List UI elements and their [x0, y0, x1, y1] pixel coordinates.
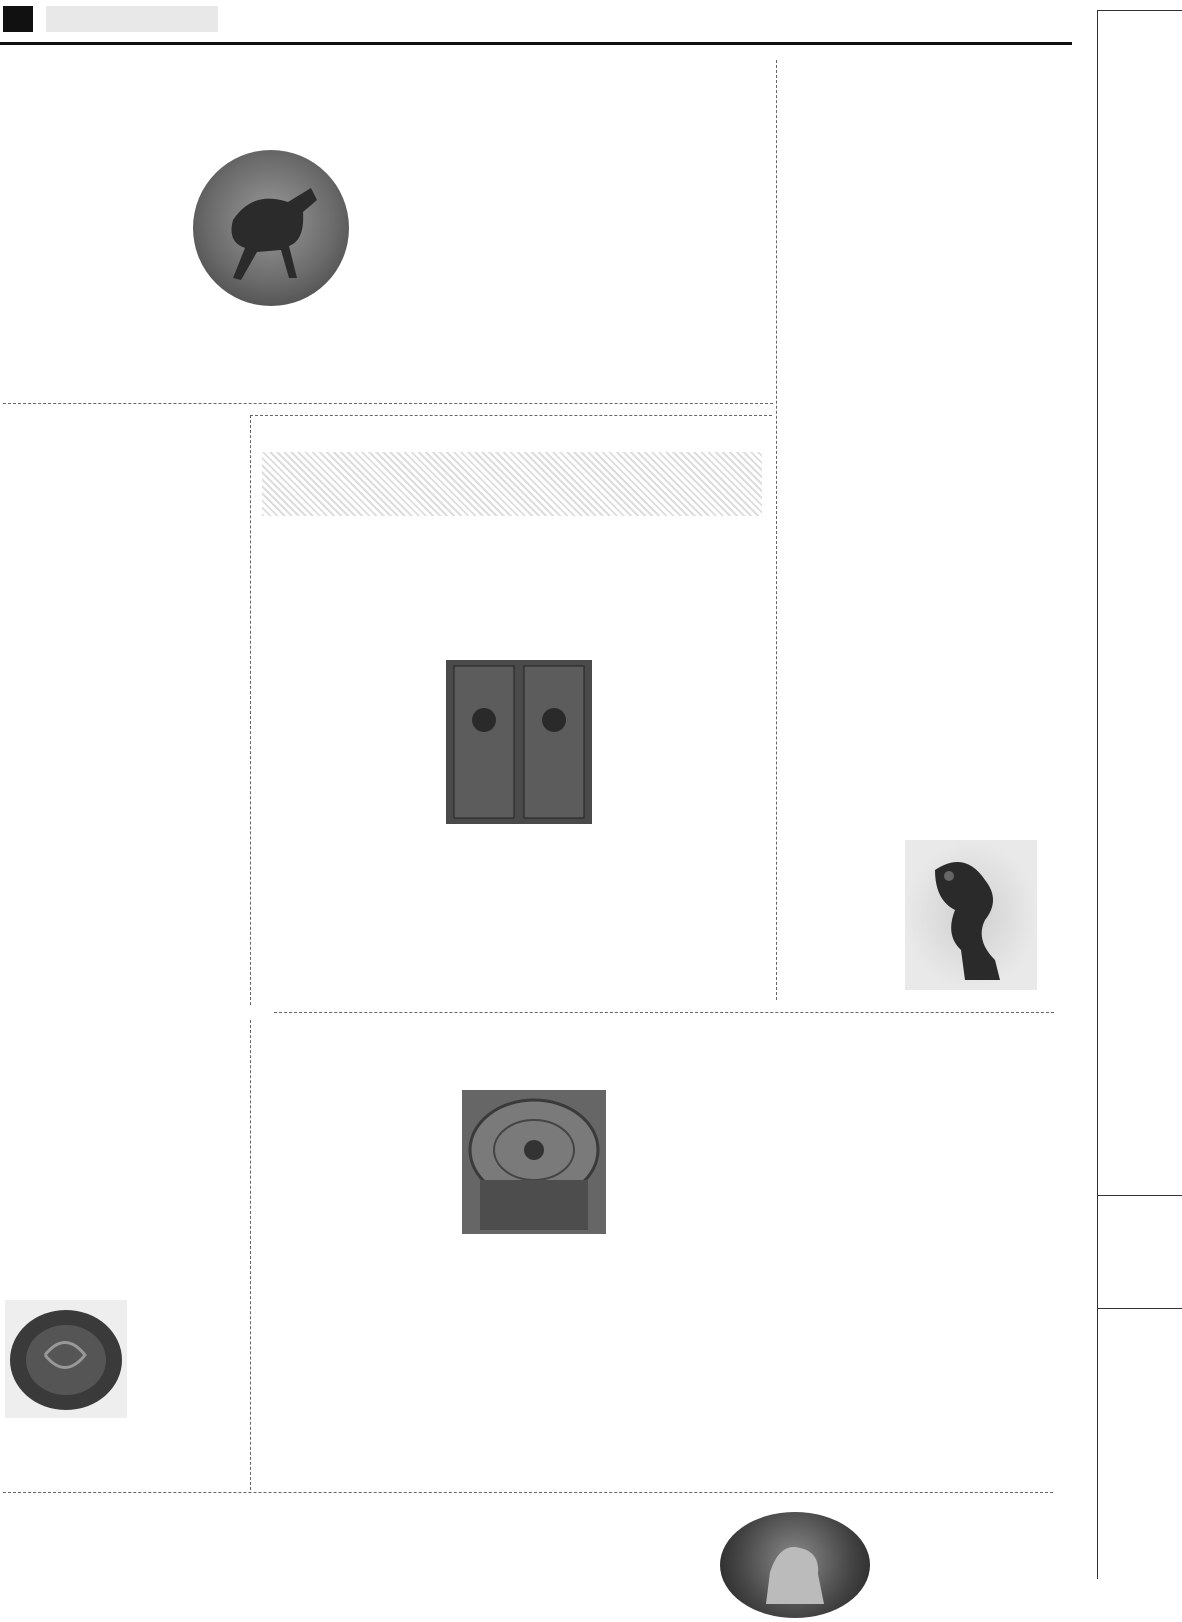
drum-icon — [462, 1090, 606, 1234]
right-ad-border — [1097, 10, 1182, 1579]
divider — [3, 403, 773, 404]
section-title — [46, 6, 218, 32]
bronze-drum-photo — [462, 1090, 606, 1234]
article-dragon-text — [790, 66, 1038, 406]
feature-banner — [262, 452, 762, 516]
seal-icon — [720, 1512, 870, 1618]
article-plate-text-upper — [80, 418, 246, 924]
header-rule — [0, 42, 1072, 45]
page-number — [3, 6, 33, 32]
article-horse-col2 — [262, 138, 510, 388]
article-seal-col2 — [262, 1568, 510, 1620]
article-drum-col3 — [790, 1022, 1038, 1484]
divider — [3, 1492, 1053, 1493]
article-seal-col1 — [3, 1502, 249, 1618]
article-drum-col2 — [614, 1074, 782, 1484]
jade-seal-photo — [720, 1512, 870, 1618]
pottery-plate-photo — [5, 1300, 127, 1418]
bronze-dragon-photo — [905, 840, 1037, 990]
divider — [250, 415, 251, 1005]
divider — [250, 415, 772, 416]
divider — [776, 60, 777, 1000]
article-door-col2 — [518, 594, 764, 994]
divider — [250, 1020, 251, 1490]
article-horse-col3 — [518, 66, 764, 388]
ad-notice — [1098, 1195, 1182, 1202]
dragon-icon — [905, 840, 1037, 990]
article-seal-col3 — [518, 1568, 718, 1620]
publication-info — [1098, 1308, 1182, 1313]
plate-icon — [5, 1300, 127, 1418]
article-seal-col4 — [888, 1502, 1038, 1620]
divider — [274, 1012, 1054, 1013]
